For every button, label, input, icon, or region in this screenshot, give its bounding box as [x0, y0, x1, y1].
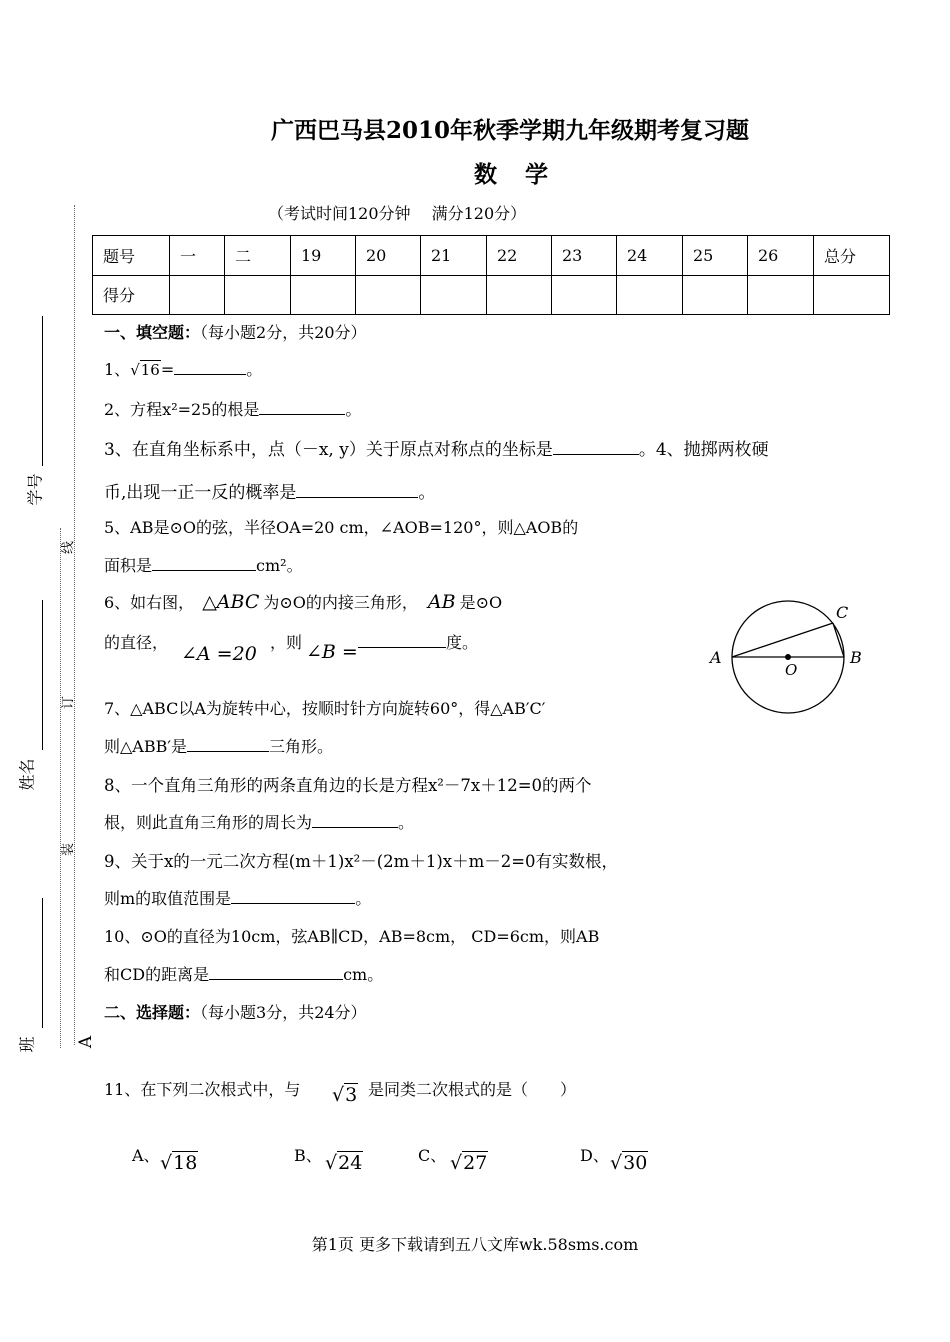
q1-equals: = — [160, 360, 175, 379]
score-input-cell[interactable] — [356, 275, 421, 315]
section2-heading — [104, 1000, 367, 1023]
question-4 — [104, 478, 435, 503]
table-cell: 题号 — [93, 236, 170, 276]
answer-blank[interactable] — [312, 813, 398, 828]
table-cell: 得分 — [93, 275, 170, 315]
name-underline — [42, 600, 43, 750]
label-c: C — [836, 603, 849, 622]
margin-dotted-line-outer — [74, 205, 75, 1045]
page-footer: 第1页 更多下载请到五八文库wk.58sms.com — [311, 1235, 639, 1254]
q6-ab: AB — [427, 591, 456, 613]
label-a: A — [710, 648, 722, 667]
score-input-cell[interactable] — [683, 275, 748, 315]
option-a-radicand: 18 — [173, 1152, 198, 1174]
score-input-cell[interactable] — [617, 275, 683, 315]
question-6-line1 — [104, 590, 502, 613]
q2-end: 。 — [345, 400, 362, 419]
sqrt-icon: √30 — [610, 1152, 648, 1174]
class-label: 班 — [17, 1036, 37, 1053]
answer-blank[interactable] — [152, 556, 256, 571]
q6-text: 为⊙O的内接三角形， — [263, 593, 418, 612]
score-input-cell[interactable] — [487, 275, 552, 315]
q6-text: 的直径， — [104, 633, 169, 652]
sqrt-icon: √27 — [450, 1152, 488, 1174]
option-d-radicand: 30 — [623, 1152, 648, 1174]
q11-text-end: 是同类二次根式的是（ ） — [368, 1080, 577, 1099]
q2-text: 2、方程x²=25的根是 — [104, 400, 260, 419]
answer-blank[interactable] — [174, 360, 246, 375]
class-underline — [42, 898, 43, 1028]
q4-text: 币,出现一正一反的概率是 — [104, 483, 297, 503]
option-b[interactable] — [325, 1152, 363, 1174]
question-2 — [104, 397, 361, 420]
sqrt-icon: √18 — [160, 1152, 198, 1174]
q11-radicand: 3 — [345, 1084, 358, 1106]
sqrt-icon: √3 — [332, 1084, 358, 1106]
table-cell: 一 — [170, 236, 225, 276]
table-cell: 20 — [356, 236, 421, 276]
section2-note: （每小题3分，共24分） — [200, 1003, 367, 1022]
q1-end: 。 — [246, 360, 263, 379]
section1-title: 一、填空题： — [104, 323, 201, 342]
q6-answer — [358, 630, 478, 653]
question-5-line1: 5、AB是⊙O的弦，半径OA=20 cm，∠AOB=120°，则△AOB的 — [104, 518, 579, 537]
score-input-cell[interactable] — [552, 275, 617, 315]
chord-ac — [732, 623, 833, 657]
table-cell: 23 — [552, 236, 617, 276]
page-title: 广西巴马县2010年秋季学期九年级期考复习题 — [270, 117, 749, 144]
option-c[interactable] — [450, 1152, 488, 1174]
question-9-line1: 9、关于x的一元二次方程(m＋1)x²－(2m＋1)x＋m－2=0有实数根， — [104, 852, 619, 871]
score-input-cell[interactable] — [225, 275, 291, 315]
q6-text: 6、如右图， — [104, 593, 195, 612]
student-no-underline — [42, 316, 43, 466]
answer-blank[interactable] — [553, 440, 639, 455]
subject-title: 数学 — [474, 161, 576, 188]
answer-blank[interactable] — [296, 483, 418, 498]
answer-blank[interactable] — [259, 400, 345, 415]
q10-text: 和CD的距离是 — [104, 965, 210, 984]
question-1 — [104, 357, 262, 380]
q11-sqrt — [332, 1084, 358, 1106]
question-9-line2 — [104, 886, 371, 909]
q6-end: 度。 — [446, 633, 479, 652]
question-10-line2 — [104, 962, 383, 985]
circle-figure — [700, 590, 880, 725]
option-b-radicand: 24 — [338, 1152, 363, 1174]
q6-angle-a: ∠A =20 — [181, 643, 257, 665]
score-table-score-row — [93, 275, 890, 315]
option-c-radicand: 27 — [463, 1152, 488, 1174]
section1-heading — [104, 320, 367, 343]
q9-text: 则m的取值范围是 — [104, 889, 232, 908]
q1-radicand: 16 — [140, 361, 160, 379]
option-d[interactable] — [610, 1152, 648, 1174]
q10-unit: cm。 — [343, 965, 384, 984]
table-cell: 22 — [487, 236, 552, 276]
q6-text: 是⊙O — [459, 593, 503, 612]
q3-text: 3、在直角坐标系中，点（－x, y）关于原点对称点的坐标是 — [104, 440, 553, 460]
q6-triangle: △ABC — [202, 591, 260, 613]
score-input-cell[interactable] — [814, 275, 890, 315]
ding-char: 订 — [61, 695, 77, 710]
option-d-label[interactable]: D、 — [580, 1146, 609, 1165]
answer-blank[interactable] — [187, 737, 269, 752]
question-8-line1: 8、一个直角三角形的两条直角边的长是方程x²－7x＋12=0的两个 — [104, 776, 592, 795]
section1-note: （每小题2分，共20分） — [200, 323, 367, 342]
student-no-label: 学号 — [25, 473, 45, 506]
q1-number: 1、 — [104, 360, 131, 379]
q11-text: 11、在下列二次根式中，与 — [104, 1080, 301, 1099]
label-b: B — [850, 648, 862, 667]
table-cell: 二 — [225, 236, 291, 276]
score-table — [92, 235, 890, 315]
option-b-label[interactable]: B、 — [294, 1146, 322, 1165]
question-3 — [104, 435, 769, 460]
q8-end: 。 — [398, 813, 415, 832]
q6-then: ，则 — [270, 633, 303, 652]
table-cell: 21 — [421, 236, 487, 276]
center-point — [785, 654, 791, 660]
q6-angle-b-line — [306, 641, 358, 663]
version-label: A — [76, 1035, 97, 1049]
option-a[interactable] — [160, 1152, 198, 1174]
q6-angle-b: ∠B = — [306, 641, 358, 663]
q5-text: 面积是 — [104, 556, 153, 575]
table-cell: 19 — [291, 236, 356, 276]
name-label: 姓名 — [17, 758, 37, 791]
option-a-label[interactable]: A、 — [132, 1146, 160, 1165]
table-cell: 26 — [748, 236, 814, 276]
q8-text: 根，则此直角三角形的周长为 — [104, 813, 313, 832]
table-cell: 总分 — [814, 236, 890, 276]
q7-text: 则△ABB′是 — [104, 737, 188, 756]
table-cell: 24 — [617, 236, 683, 276]
label-o: O — [785, 661, 798, 679]
score-input-cell[interactable] — [170, 275, 225, 315]
sqrt-icon: √24 — [325, 1152, 363, 1174]
margin-dotted-line-inner — [60, 528, 61, 1048]
option-c-label[interactable]: C、 — [418, 1146, 447, 1165]
line-char: 线 — [61, 540, 77, 555]
score-input-cell[interactable] — [291, 275, 356, 315]
q9-end: 。 — [355, 889, 372, 908]
answer-blank[interactable] — [209, 965, 343, 980]
question-8-line2 — [104, 810, 414, 833]
answer-blank[interactable] — [358, 633, 446, 648]
question-5-line2 — [104, 553, 303, 576]
score-table-header-row — [93, 236, 890, 276]
score-input-cell[interactable] — [748, 275, 814, 315]
question-11 — [104, 1077, 300, 1100]
zhuang-char: 装 — [61, 842, 77, 857]
question-7-line2 — [104, 734, 333, 757]
q5-unit: cm²。 — [256, 556, 303, 575]
answer-blank[interactable] — [231, 889, 355, 904]
question-10-line1: 10、⊙O的直径为10cm，弦AB∥CD，AB=8cm， CD=6cm，则AB — [104, 927, 600, 946]
exam-info: （考试时间120分钟 满分120分） — [268, 204, 527, 223]
q7-text: 三角形。 — [269, 737, 334, 756]
section2-title: 二、选择题： — [104, 1003, 201, 1022]
q3-continuation: 。4、抛掷两枚硬 — [638, 440, 769, 460]
chord-cb — [833, 623, 844, 657]
score-input-cell[interactable] — [421, 275, 487, 315]
question-7-line1: 7、△ABC以A为旋转中心，按顺时针方向旋转60°，得△AB′C′ — [104, 699, 546, 718]
sqrt-icon: √16 — [130, 361, 160, 379]
q4-end: 。 — [418, 483, 436, 503]
question-6-line2 — [104, 630, 168, 653]
table-cell: 25 — [683, 236, 748, 276]
